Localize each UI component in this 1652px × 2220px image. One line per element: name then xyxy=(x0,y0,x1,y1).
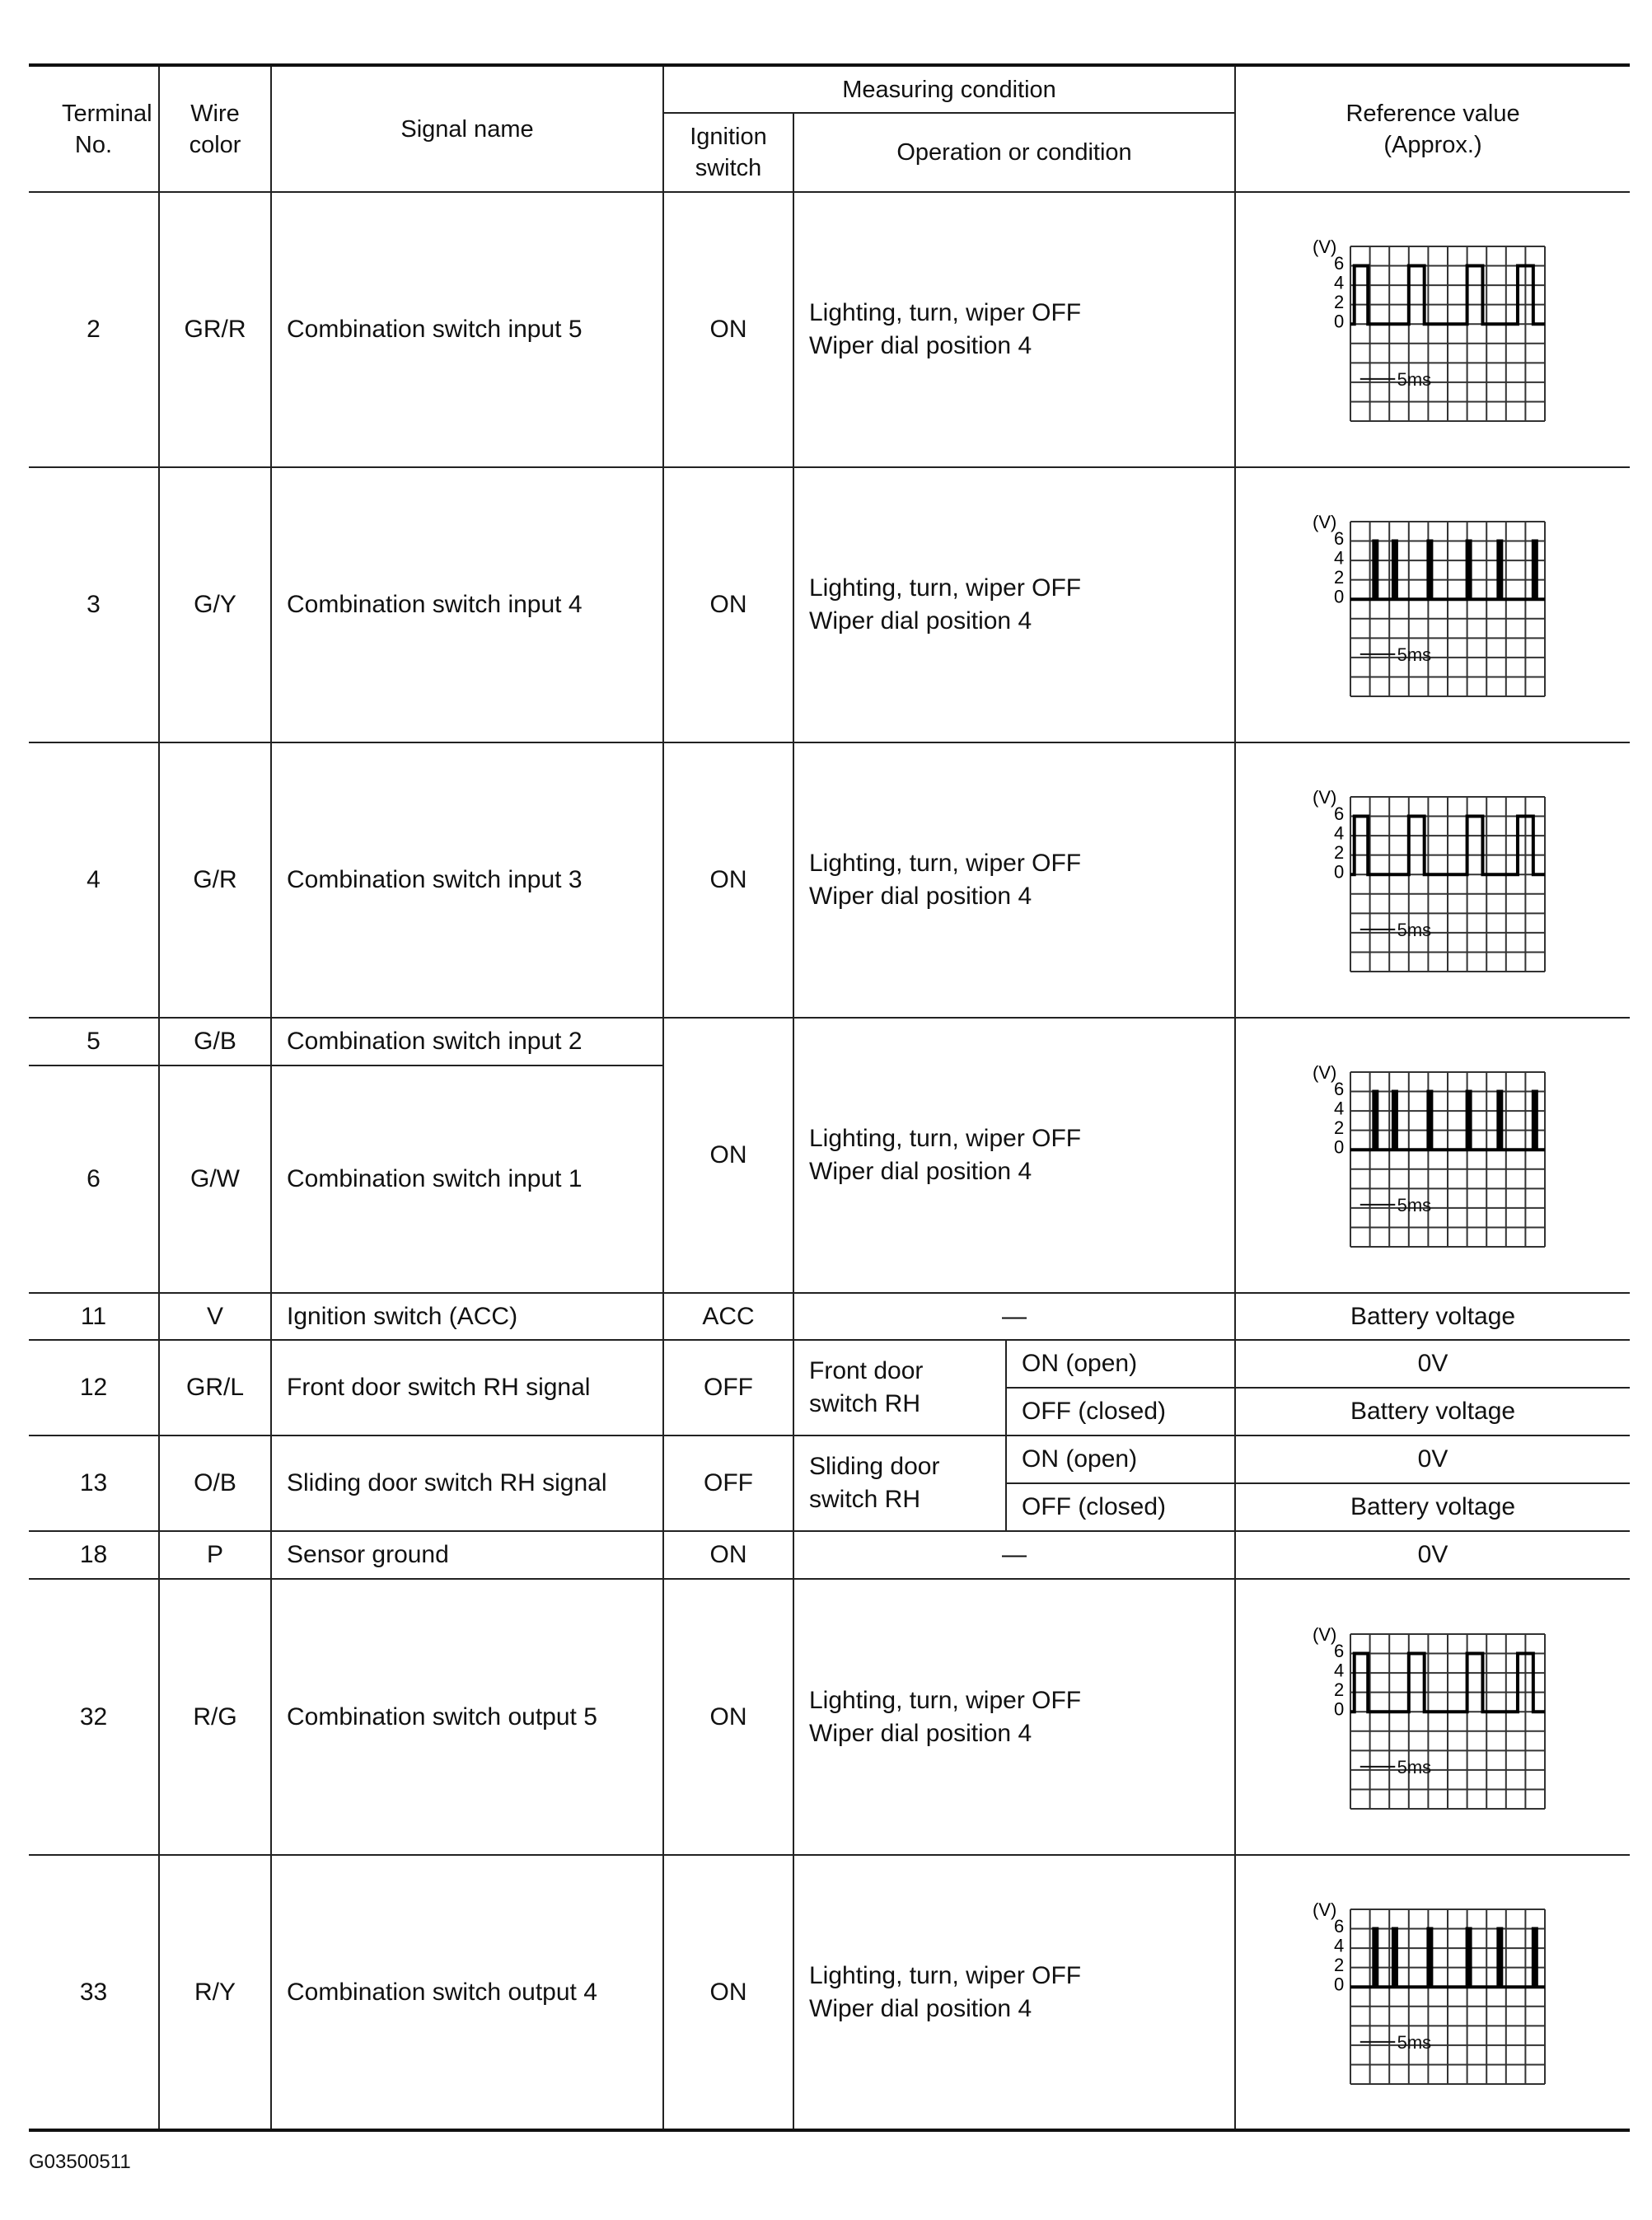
y-tick-label: 0 xyxy=(1334,1974,1345,1995)
condition-line: Lighting, turn, wiper OFF xyxy=(809,1125,1082,1152)
switch-state: OFF (closed) xyxy=(1006,1483,1235,1531)
y-tick-label: 0 xyxy=(1334,1136,1345,1158)
condition-line: Wiper dial position 4 xyxy=(809,1158,1032,1185)
unit-label: (V) xyxy=(1313,512,1337,532)
signal-name: Sliding door switch RH signal xyxy=(271,1436,663,1531)
wire-color: G/B xyxy=(159,1018,271,1066)
waveform-chart xyxy=(1309,1898,1556,2087)
waveform-chart xyxy=(1309,785,1556,975)
wire-color: G/Y xyxy=(159,467,271,742)
table-row xyxy=(29,1293,1630,1340)
terminal-no: 33 xyxy=(29,1855,159,2130)
y-tick-label: 6 xyxy=(1334,1640,1345,1661)
wire-color: GR/L xyxy=(159,1340,271,1436)
operation-condition xyxy=(793,467,1235,742)
unit-label: (V) xyxy=(1313,787,1337,808)
switch-state: ON (open) xyxy=(1006,1436,1235,1483)
wire-color: P xyxy=(159,1531,271,1579)
ignition-switch-state: ON xyxy=(663,1855,793,2130)
condition-line: Lighting, turn, wiper OFF xyxy=(809,1961,1082,1989)
wire-color: R/Y xyxy=(159,1855,271,2130)
condition-line: switch RH xyxy=(809,1486,921,1513)
operation-condition xyxy=(793,742,1235,1018)
terminal-no: 18 xyxy=(29,1531,159,1579)
operation-condition xyxy=(793,1018,1235,1293)
terminal-no: 4 xyxy=(29,742,159,1018)
header-reference-value: Reference value (Approx.) xyxy=(1235,65,1630,192)
reference-waveform xyxy=(1235,192,1630,467)
ignition-switch-state: ON xyxy=(663,1531,793,1579)
y-tick-label: 2 xyxy=(1334,1117,1345,1139)
condition-line: Lighting, turn, wiper OFF xyxy=(809,299,1082,326)
wire-color: G/W xyxy=(159,1066,271,1293)
unit-label: (V) xyxy=(1313,1623,1337,1645)
operation-condition: — xyxy=(793,1531,1235,1579)
wire-color: GR/R xyxy=(159,192,271,467)
terminal-table xyxy=(29,63,1630,2132)
condition-line: switch RH xyxy=(809,1390,921,1417)
waveform-chart xyxy=(1309,1623,1556,1812)
terminal-no: 5 xyxy=(29,1018,159,1066)
header-operation-or-condition: Operation or condition xyxy=(793,113,1235,192)
table-row xyxy=(29,1579,1630,1855)
waveform-chart xyxy=(1309,235,1556,424)
ignition-switch-state: ON xyxy=(663,192,793,467)
switch-state: ON (open) xyxy=(1006,1340,1235,1388)
wire-color: R/G xyxy=(159,1579,271,1855)
condition-line: Wiper dial position 4 xyxy=(809,1719,1032,1747)
operation-condition xyxy=(793,192,1235,467)
condition-line: Wiper dial position 4 xyxy=(809,332,1032,359)
y-tick-label: 4 xyxy=(1334,1098,1345,1119)
header-row xyxy=(29,65,1630,113)
operation-condition xyxy=(793,1579,1235,1855)
header-signal-name: Signal name xyxy=(271,65,663,192)
condition-line: Wiper dial position 4 xyxy=(809,1994,1032,2022)
reference-waveform xyxy=(1235,1579,1630,1855)
condition-line: Lighting, turn, wiper OFF xyxy=(809,574,1082,602)
signal-name: Combination switch input 5 xyxy=(271,192,663,467)
ignition-switch-state: ON xyxy=(663,1579,793,1855)
operation-condition xyxy=(793,1436,1006,1531)
reference-waveform xyxy=(1235,1018,1630,1293)
time-scale-label: 5ms xyxy=(1397,368,1432,390)
terminal-no: 2 xyxy=(29,192,159,467)
table-row xyxy=(29,1531,1630,1579)
reference-value: Battery voltage xyxy=(1235,1293,1630,1340)
waveform-chart xyxy=(1309,1061,1556,1250)
reference-value: 0V xyxy=(1235,1531,1630,1579)
header-wire-color: Wire color xyxy=(159,65,271,192)
operation-condition xyxy=(793,1855,1235,2130)
time-scale-label: 5ms xyxy=(1397,1756,1432,1777)
signal-name: Combination switch input 1 xyxy=(271,1066,663,1293)
operation-condition: — xyxy=(793,1293,1235,1340)
switch-state: OFF (closed) xyxy=(1006,1388,1235,1436)
y-tick-label: 6 xyxy=(1334,528,1345,549)
time-scale-label: 5ms xyxy=(1397,919,1432,940)
y-tick-label: 0 xyxy=(1334,311,1345,332)
signal-name: Sensor ground xyxy=(271,1531,663,1579)
condition-line: Lighting, turn, wiper OFF xyxy=(809,1686,1082,1714)
terminal-no: 3 xyxy=(29,467,159,742)
reference-waveform xyxy=(1235,742,1630,1018)
y-tick-label: 0 xyxy=(1334,861,1345,883)
terminal-no: 12 xyxy=(29,1340,159,1436)
unit-label: (V) xyxy=(1313,1062,1337,1083)
condition-line: Wiper dial position 4 xyxy=(809,883,1032,910)
y-tick-label: 6 xyxy=(1334,803,1345,824)
signal-name: Combination switch input 2 xyxy=(271,1018,663,1066)
y-tick-label: 2 xyxy=(1334,567,1345,588)
y-tick-label: 6 xyxy=(1334,1079,1345,1099)
time-scale-label: 5ms xyxy=(1397,644,1432,665)
ignition-switch-state: ON xyxy=(663,467,793,742)
y-tick-label: 4 xyxy=(1334,822,1345,844)
ignition-switch-state: ON xyxy=(663,742,793,1018)
wire-color: V xyxy=(159,1293,271,1340)
condition-line: Lighting, turn, wiper OFF xyxy=(809,850,1082,877)
table-row xyxy=(29,1018,1630,1066)
y-tick-label: 6 xyxy=(1334,1915,1345,1937)
reference-waveform xyxy=(1235,467,1630,742)
signal-name: Combination switch output 5 xyxy=(271,1579,663,1855)
table-row xyxy=(29,1340,1630,1388)
y-tick-label: 4 xyxy=(1334,1935,1345,1956)
y-tick-label: 2 xyxy=(1334,842,1345,864)
ignition-switch-state: ON xyxy=(663,1018,793,1293)
header-terminal-no: Terminal No. xyxy=(29,65,159,192)
reference-waveform xyxy=(1235,1855,1630,2130)
terminal-no: 6 xyxy=(29,1066,159,1293)
terminal-no: 11 xyxy=(29,1293,159,1340)
terminal-no: 13 xyxy=(29,1436,159,1531)
y-tick-label: 2 xyxy=(1334,1679,1345,1700)
wire-color: G/R xyxy=(159,742,271,1018)
unit-label: (V) xyxy=(1313,1899,1337,1920)
header-measuring-condition: Measuring condition xyxy=(663,65,1235,113)
reference-value: Battery voltage xyxy=(1235,1388,1630,1436)
condition-line: Sliding door xyxy=(809,1453,940,1480)
terminal-no: 32 xyxy=(29,1579,159,1855)
table-row xyxy=(29,742,1630,1018)
y-tick-label: 4 xyxy=(1334,547,1345,569)
table-row xyxy=(29,192,1630,467)
figure-code: G03500511 xyxy=(29,2151,131,2173)
condition-line: Wiper dial position 4 xyxy=(809,607,1032,635)
y-tick-label: 0 xyxy=(1334,586,1345,607)
y-tick-label: 0 xyxy=(1334,1698,1345,1720)
ignition-switch-state: OFF xyxy=(663,1340,793,1436)
y-tick-label: 2 xyxy=(1334,292,1345,313)
y-tick-label: 4 xyxy=(1334,1660,1345,1681)
signal-name: Ignition switch (ACC) xyxy=(271,1293,663,1340)
reference-value: Battery voltage xyxy=(1235,1483,1630,1531)
wire-color: O/B xyxy=(159,1436,271,1531)
unit-label: (V) xyxy=(1313,237,1337,257)
y-tick-label: 2 xyxy=(1334,1954,1345,1975)
header-ignition-switch: Ignition switch xyxy=(663,113,793,192)
y-tick-label: 6 xyxy=(1334,253,1345,274)
signal-name: Front door switch RH signal xyxy=(271,1340,663,1436)
signal-name: Combination switch input 3 xyxy=(271,742,663,1018)
table-row xyxy=(29,1436,1630,1483)
ignition-switch-state: OFF xyxy=(663,1436,793,1531)
time-scale-label: 5ms xyxy=(1397,1194,1432,1215)
table-row xyxy=(29,467,1630,742)
reference-value: 0V xyxy=(1235,1340,1630,1388)
time-scale-label: 5ms xyxy=(1397,2031,1432,2053)
reference-value: 0V xyxy=(1235,1436,1630,1483)
table-row xyxy=(29,1855,1630,2130)
condition-line: Front door xyxy=(809,1357,924,1384)
signal-name: Combination switch input 4 xyxy=(271,467,663,742)
operation-condition xyxy=(793,1340,1006,1436)
waveform-chart xyxy=(1309,510,1556,700)
ignition-switch-state: ACC xyxy=(663,1293,793,1340)
signal-name: Combination switch output 4 xyxy=(271,1855,663,2130)
y-tick-label: 4 xyxy=(1334,272,1345,293)
